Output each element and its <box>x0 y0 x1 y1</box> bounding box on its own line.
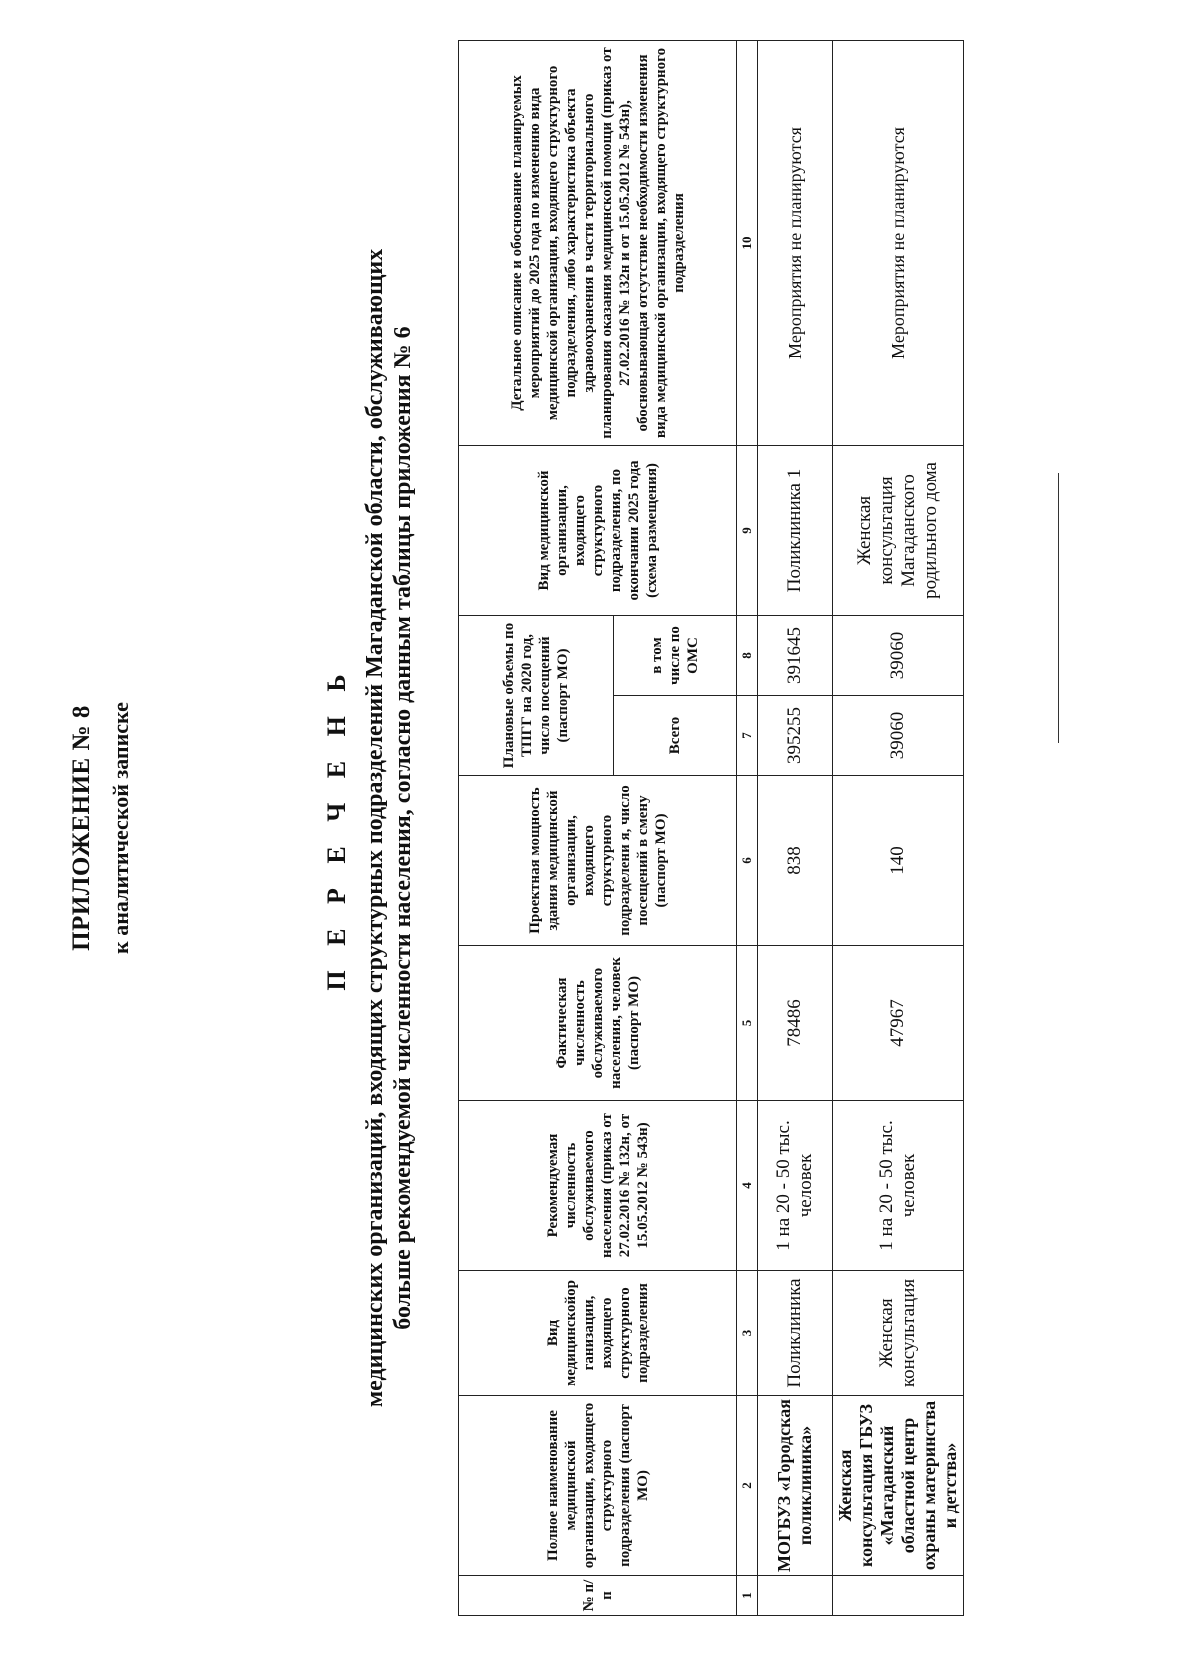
col-header-number: № п/ п <box>459 1576 737 1616</box>
row-number <box>758 1576 833 1616</box>
plan-oms: 39060 <box>833 615 964 695</box>
col-header-description: Детальное описание и обоснование планируемых мероприятий до 2025 года по изменению вида медицинской организации, входящего структурного подразделения, либо характеристика объекта здравоохранения в части территориального планирования оказания медицинской помощи (приказ от 27.02.2016 № 132н и от 15.05.2012 № 543н), обосновывающая отсутствие необходимости изменения вида медицинской организации, входящего структурного подразделения <box>459 40 737 445</box>
appendix-subtitle: к аналитической записке <box>108 702 133 954</box>
closing-rule <box>1058 473 1059 743</box>
org-type-2025: Поликлиника 1 <box>758 445 833 615</box>
plan-total: 39060 <box>833 696 964 776</box>
col-number-8: 8 <box>737 615 758 695</box>
col-header-plan: Плановые объемы по ТПГГ на 2020 год, число посещений (паспорт МО) <box>459 615 614 775</box>
col-number-5: 5 <box>737 946 758 1101</box>
document-title-line-2: больше рекомендуемой численности населения, согласно данным таблицы приложения № 6 <box>390 326 416 1330</box>
col-number-3: 3 <box>737 1271 758 1396</box>
org-name: Женская консультация ГБУЗ «Магаданский областной центр охраны материнства и детства» <box>833 1396 964 1576</box>
planned-measures: Мероприятия не планируются <box>758 40 833 445</box>
appendix-number: ПРИЛОЖЕНИЕ № 8 <box>68 705 95 951</box>
col-number-7: 7 <box>737 696 758 776</box>
recommended-population: 1 на 20 - 50 тыс. человек <box>833 1101 964 1271</box>
col-number-9: 9 <box>737 445 758 615</box>
col-header-plan-oms: в том числе по ОМС <box>614 615 737 695</box>
plan-oms: 391645 <box>758 615 833 695</box>
document-page <box>40 28 1160 1628</box>
org-type-2025: Женская консультация Магаданского родильного дома <box>833 445 964 615</box>
col-header-type-2025: Вид медицинской организации, входящего структурного подразделения, по окончании 2025 года (схема размещения) <box>459 445 737 615</box>
actual-population: 47967 <box>833 946 964 1101</box>
org-type: Поликлиника <box>758 1271 833 1396</box>
col-number-10: 10 <box>737 40 758 445</box>
col-header-plan-total: Всего <box>614 696 737 776</box>
col-header-actual: Фактическая численность обслуживаемого населения, человек (паспорт МО) <box>459 946 737 1101</box>
actual-population: 78486 <box>758 946 833 1101</box>
list-title: П Е Р Е Ч Е Н Ь <box>322 665 351 991</box>
table-row <box>833 40 964 1615</box>
col-number-6: 6 <box>737 776 758 946</box>
document-title-line-1: медицинских организаций, входящих структурных подразделений Магаданской области, обслуживающих <box>362 248 388 1408</box>
col-header-type: Вид медицинскойор ганизации, входящего структурного подразделения <box>459 1271 737 1396</box>
table-row <box>758 40 833 1615</box>
row-number <box>833 1576 964 1616</box>
col-number-2: 2 <box>737 1396 758 1576</box>
planned-measures: Мероприятия не планируются <box>833 40 964 445</box>
org-type: Женская консультация <box>833 1271 964 1396</box>
org-name: МОГБУЗ «Городская поликлиника» <box>758 1396 833 1576</box>
plan-total: 395255 <box>758 696 833 776</box>
design-capacity: 838 <box>758 776 833 946</box>
organizations-table <box>458 40 964 1616</box>
recommended-population: 1 на 20 - 50 тыс. человек <box>758 1101 833 1271</box>
col-header-recommended: Рекомендуемая численность обслуживаемого населения (приказ от 27.02.2016 № 132н, от 15.05.2012 № 543н) <box>459 1101 737 1271</box>
col-header-name: Полное наименование медицинской организации, входящего структурного подразделения (паспорт МО) <box>459 1396 737 1576</box>
col-header-capacity: Проектная мощность здания медицинской организации, входящего структурного подразделени я, число посещений в смену (паспорт МО) <box>459 776 737 946</box>
col-number-4: 4 <box>737 1101 758 1271</box>
design-capacity: 140 <box>833 776 964 946</box>
col-number-1: 1 <box>737 1576 758 1616</box>
